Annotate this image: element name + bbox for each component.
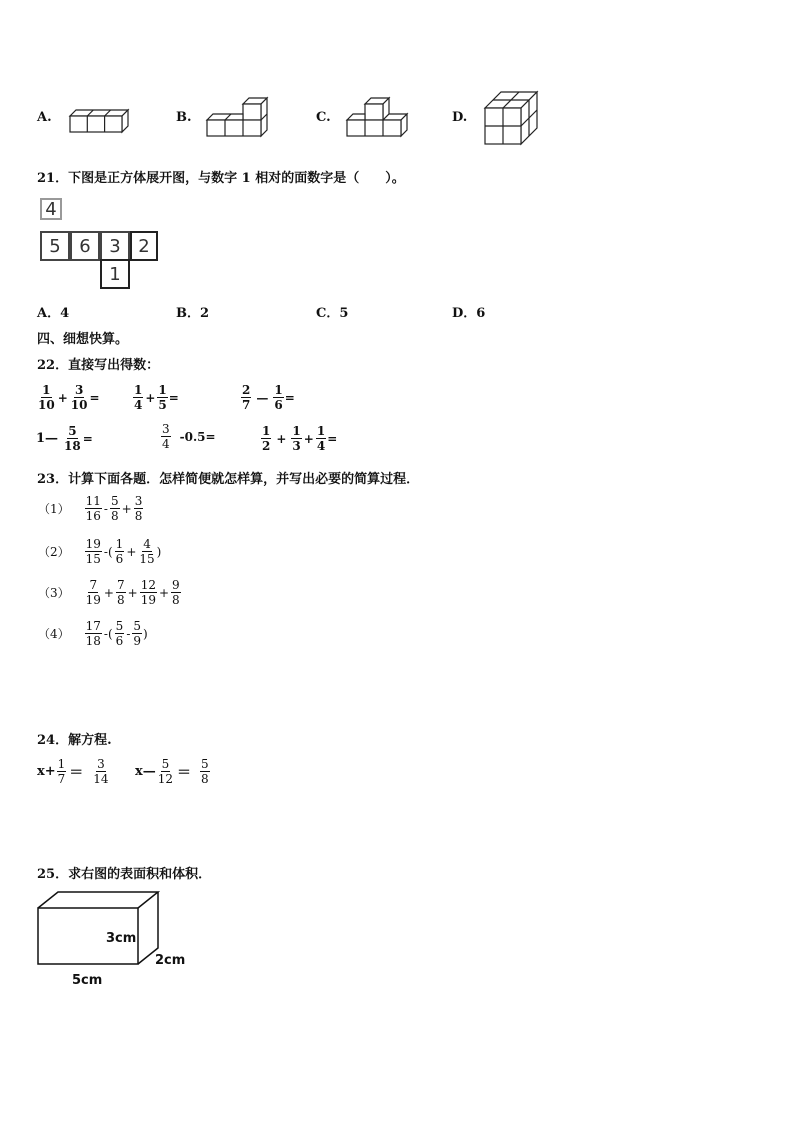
q23-item-3: （3） $\frac{7}{19}$ + $\frac{7}{8}$ + $\frac{12}{19}$ + $\frac{9}{8}$ [38, 578, 180, 607]
q22-title: 22．直接写出得数： [37, 358, 160, 373]
net-face-2: 2 [130, 231, 158, 261]
cube-net-figure [40, 195, 160, 291]
cuboid-figure [36, 890, 164, 968]
section-4-title: 四、细想快算。 [37, 332, 129, 347]
option-a-label: A. [37, 110, 52, 125]
option-d-label: D. [452, 110, 468, 125]
net-face-5: 5 [40, 231, 70, 261]
option-b-label: B. [176, 110, 192, 125]
q21-option-a: A．4 [37, 306, 70, 321]
net-face-6: 6 [70, 231, 100, 261]
option-c-label: C. [316, 110, 331, 125]
q21-option-c: C．5 [316, 306, 349, 321]
q22-expr-3: $\frac{2}{7}$ — $\frac{1}{6}$ = [242, 383, 295, 412]
net-face-3: 3 [100, 231, 130, 261]
q23-item-1: （1） $\frac{11}{16}$ - $\frac{5}{8}$ + $\frac{3}{8}$ [38, 494, 143, 523]
q24-equation-2: x— $\frac{5}{12}$ ＝ $\frac{5}{8}$ [135, 757, 209, 786]
q21-title: 21．下图是正方体展开图，与数字 1 相对的面数字是（ ）。 [37, 171, 405, 186]
q23-item-4: （4） $\frac{17}{18}$ -( $\frac{5}{6}$ - $\frac{5}{9}$ ) [38, 619, 148, 648]
net-face-4: 4 [40, 198, 62, 220]
cube-figure-a [68, 108, 130, 134]
q22-expr-6: $\frac{1}{2}$ + $\frac{1}{3}$ + $\frac{1}{4}$ = [262, 424, 338, 453]
cube-figure-b [205, 96, 269, 138]
q22-expr-1: $\frac{1}{10}$ + $\frac{3}{10}$ = [38, 383, 100, 412]
q23-title: 23．计算下面各题．怎样简便就怎样算，并写出必要的简算过程． [37, 472, 420, 487]
q22-expr-5: $\frac{3}{4}$ -0.5= [162, 422, 216, 451]
q21-option-d: D．6 [452, 306, 486, 321]
cuboid-height-label: 3cm [106, 931, 137, 946]
q23-item-2: （2） $\frac{19}{15}$ -( $\frac{1}{6}$ + $\frac{4}{15}$ ) [38, 537, 162, 566]
cube-figure-c [345, 96, 409, 140]
q22-expr-4: 1— $\frac{5}{18}$ = [36, 424, 93, 453]
q22-expr-2: $\frac{1}{4}$ + $\frac{1}{5}$ = [134, 383, 179, 412]
q21-option-b: B．2 [176, 306, 210, 321]
cuboid-depth-label: 2cm [155, 953, 186, 968]
q24-title: 24．解方程. [37, 733, 112, 748]
q25-title: 25．求右图的表面积和体积． [37, 867, 212, 882]
cube-figure-d [483, 90, 539, 146]
cuboid-length-label: 5cm [72, 973, 103, 988]
net-face-1: 1 [100, 259, 130, 289]
q24-equation-1: x+ $\frac{1}{7}$ ＝ $\frac{3}{14}$ [37, 757, 109, 786]
